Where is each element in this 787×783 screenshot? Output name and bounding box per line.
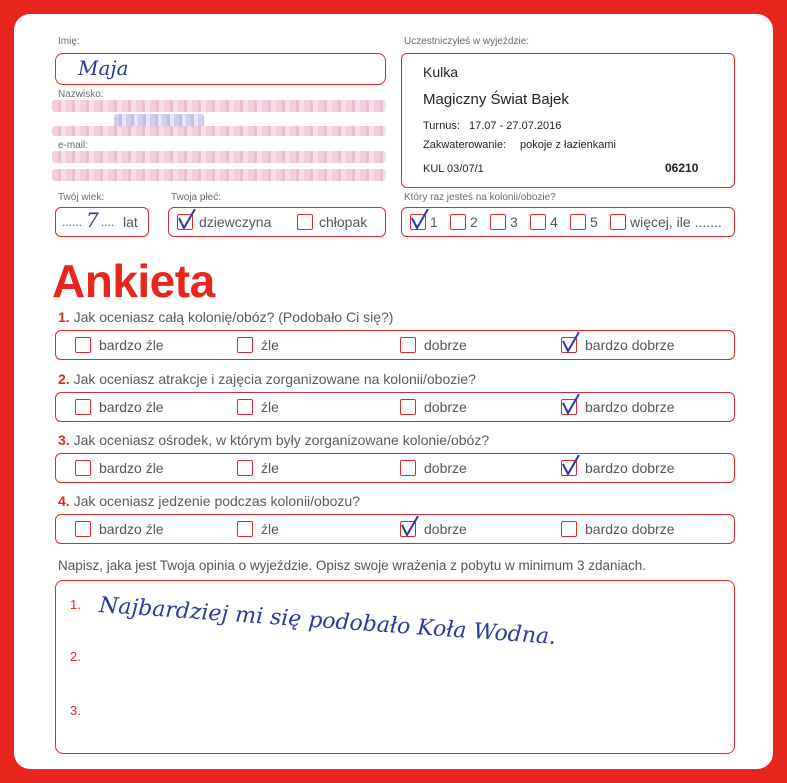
gender-boy-checkbox[interactable] bbox=[297, 214, 313, 230]
question-2-options bbox=[55, 392, 735, 422]
question-3-option-1-label: bardzo źle bbox=[99, 460, 164, 476]
check-mark-icon bbox=[560, 455, 582, 477]
question-1-option-1-checkbox[interactable] bbox=[75, 337, 91, 353]
question-2-option-3-checkbox[interactable] bbox=[400, 399, 416, 415]
question-number: 2. bbox=[58, 371, 70, 387]
question-1-text bbox=[58, 309, 393, 325]
surname-redacted bbox=[52, 100, 386, 112]
question-label: Jak oceniasz atrakcje i zajęcia zorganizowane na kolonii/obozie? bbox=[73, 371, 476, 387]
check-mark-icon bbox=[560, 394, 582, 416]
age-value: 7 bbox=[86, 208, 99, 232]
question-4-option-2-label: źle bbox=[261, 521, 279, 537]
check-mark-icon bbox=[176, 209, 198, 231]
question-1-option-1-label: bardzo źle bbox=[99, 337, 164, 353]
question-number: 3. bbox=[58, 432, 70, 448]
times-3-label: 3 bbox=[510, 214, 518, 230]
camp-program: Magiczny Świat Bajek bbox=[423, 91, 569, 108]
opinion-field[interactable] bbox=[55, 580, 735, 754]
times-5-label: 5 bbox=[590, 214, 598, 230]
camp-name: Kulka bbox=[423, 64, 459, 80]
times-2-label: 2 bbox=[470, 214, 478, 230]
question-1-option-4-checkbox[interactable] bbox=[561, 337, 577, 353]
question-1-option-4-label: bardzo dobrze bbox=[585, 337, 675, 353]
question-2-text bbox=[58, 371, 476, 387]
question-label: Jak oceniasz jedzenie podczas kolonii/obozu? bbox=[73, 493, 360, 509]
times-4-label: 4 bbox=[550, 214, 558, 230]
question-4-option-2-checkbox[interactable] bbox=[237, 521, 253, 537]
age-unit: lat bbox=[123, 214, 138, 230]
gender-boy-label: chłopak bbox=[319, 214, 368, 230]
surname-redacted-2 bbox=[52, 126, 386, 136]
times-3-checkbox[interactable] bbox=[490, 214, 506, 230]
question-2-option-1-label: bardzo źle bbox=[99, 399, 164, 415]
question-3-option-4-checkbox[interactable] bbox=[561, 460, 577, 476]
question-4-option-3-checkbox[interactable] bbox=[400, 521, 416, 537]
survey-sheet bbox=[14, 14, 773, 769]
camp-number: 06210 bbox=[665, 161, 699, 175]
question-1-option-3-label: dobrze bbox=[424, 337, 467, 353]
opinion-line-3-number: 3. bbox=[70, 703, 81, 718]
turnus-label: Turnus: bbox=[423, 120, 460, 132]
question-4-option-1-checkbox[interactable] bbox=[75, 521, 91, 537]
page-title: Ankieta bbox=[52, 255, 215, 307]
accommodation-value: pokoje z łazienkami bbox=[520, 139, 616, 151]
gender-label: Twoja płeć: bbox=[171, 192, 222, 203]
name-value: Maja bbox=[78, 56, 129, 80]
question-number: 1. bbox=[58, 309, 70, 325]
question-4-text bbox=[58, 493, 360, 509]
name-field[interactable] bbox=[55, 53, 386, 85]
question-3-option-2-label: źle bbox=[261, 460, 279, 476]
times-5-checkbox[interactable] bbox=[570, 214, 586, 230]
question-3-option-3-checkbox[interactable] bbox=[400, 460, 416, 476]
age-label: Twój wiek: bbox=[58, 192, 105, 203]
opinion-prompt: Napisz, jaka jest Twoja opinia o wyjeździe. Opisz swoje wrażenia z pobytu w minimum 3 zdaniach. bbox=[58, 558, 647, 573]
times-more-checkbox[interactable] bbox=[610, 214, 626, 230]
question-label: Jak oceniasz całą kolonię/obóz? (Podobało Ci się?) bbox=[73, 309, 394, 325]
question-1-option-2-label: źle bbox=[261, 337, 279, 353]
opinion-handwritten-text: Najbardziej mi się podobało Koła Wodna. bbox=[98, 593, 557, 650]
question-2-option-1-checkbox[interactable] bbox=[75, 399, 91, 415]
gender-girl-checkbox[interactable] bbox=[177, 214, 193, 230]
turnus-value: 17.07 - 27.07.2016 bbox=[469, 120, 562, 132]
question-2-option-2-label: źle bbox=[261, 399, 279, 415]
gender-field bbox=[168, 207, 386, 237]
question-2-option-2-checkbox[interactable] bbox=[237, 399, 253, 415]
question-3-option-4-label: bardzo dobrze bbox=[585, 460, 675, 476]
camp-info-box bbox=[401, 53, 735, 188]
question-2-option-4-label: bardzo dobrze bbox=[585, 399, 675, 415]
question-4-options bbox=[55, 514, 735, 544]
name-label: Imię: bbox=[58, 36, 80, 47]
question-2-option-4-checkbox[interactable] bbox=[561, 399, 577, 415]
check-mark-icon bbox=[399, 516, 421, 538]
check-mark-icon bbox=[560, 332, 582, 354]
times-more-label: więcej, ile ....... bbox=[630, 214, 722, 230]
gender-girl-label: dziewczyna bbox=[199, 214, 272, 230]
email-redacted bbox=[52, 151, 386, 163]
opinion-line-1-number: 1. bbox=[70, 597, 81, 612]
question-4-option-1-label: bardzo źle bbox=[99, 521, 164, 537]
question-3-text bbox=[58, 432, 489, 448]
camp-code: KUL 03/07/1 bbox=[423, 163, 484, 175]
age-dots-after: .... bbox=[101, 215, 115, 229]
question-4-option-4-label: bardzo dobrze bbox=[585, 521, 675, 537]
accommodation-label: Zakwaterowanie: bbox=[423, 139, 507, 151]
question-4-option-4-checkbox[interactable] bbox=[561, 521, 577, 537]
age-field[interactable] bbox=[55, 207, 149, 237]
check-mark-icon bbox=[409, 209, 431, 231]
times-1-checkbox[interactable] bbox=[410, 214, 426, 230]
question-number: 4. bbox=[58, 493, 70, 509]
question-1-option-3-checkbox[interactable] bbox=[400, 337, 416, 353]
question-3-option-2-checkbox[interactable] bbox=[237, 460, 253, 476]
opinion-line-2-number: 2. bbox=[70, 649, 81, 664]
question-1-options bbox=[55, 330, 735, 360]
question-1-option-2-checkbox[interactable] bbox=[237, 337, 253, 353]
email-redacted-2 bbox=[52, 169, 386, 181]
times-1-label: 1 bbox=[430, 214, 438, 230]
times-label: Który raz jesteś na kolonii/obozie? bbox=[404, 192, 556, 203]
email-label: e-mail: bbox=[58, 140, 89, 151]
question-4-option-3-label: dobrze bbox=[424, 521, 467, 537]
question-2-option-3-label: dobrze bbox=[424, 399, 467, 415]
question-3-option-3-label: dobrze bbox=[424, 460, 467, 476]
question-3-option-1-checkbox[interactable] bbox=[75, 460, 91, 476]
question-3-options bbox=[55, 453, 735, 483]
age-dots-before: ...... bbox=[62, 215, 83, 229]
times-2-checkbox[interactable] bbox=[450, 214, 466, 230]
times-field bbox=[401, 207, 735, 237]
question-label: Jak oceniasz ośrodek, w którym były zorganizowane kolonie/obóz? bbox=[73, 432, 490, 448]
participation-label: Uczestniczyłeś w wyjeździe: bbox=[404, 36, 530, 47]
times-4-checkbox[interactable] bbox=[530, 214, 546, 230]
surname-label: Nazwisko: bbox=[58, 89, 104, 100]
